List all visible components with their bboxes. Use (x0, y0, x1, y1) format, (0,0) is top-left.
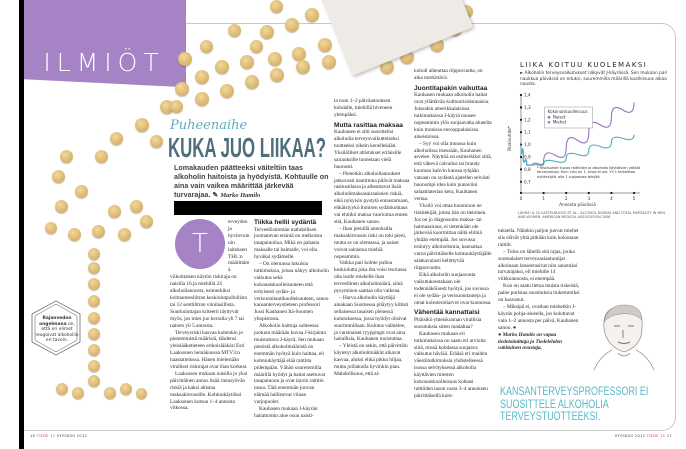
cork (195, 92, 209, 106)
y-tick-label: 0,7 (524, 179, 531, 185)
cork (72, 387, 84, 399)
x-axis-label: Annosta päivässä (559, 202, 596, 207)
page-number-left: 16 (30, 434, 36, 438)
x-tick-label: 0 (519, 196, 523, 201)
paragraph: koholi aiheuttaa riippuvuutta, on aika merkittävä. (414, 68, 483, 81)
x-tick-label: 4 (610, 196, 613, 201)
x-tick-label: 1 (542, 196, 545, 201)
paragraph: – Pienetkin alkoholiannokset jatkuvasti nautittuna pitävät maksaa rasitustilassa ja aiheuttavat lisää alkoholimaksasairauksien riskiä, eikä nykyisin pystytä ennustamaan, ehkäistyykö ihmisen sydänkohtaus vai ehtiikö maksa vaurioitua ennen sitä, Kauhanen sanoo. (334, 170, 410, 225)
chart-title: LIIKA KOITUU KUOLEMAKSI (520, 61, 648, 69)
paragraph: Kauhasen mukaan alkoholin haitat ovat yllättävän kulttuurisidonnaisia. Joissakin amerikkalaisissa tutkimuksissa J-käyrä nousee nopeammin ylös suojaavalta alueelta kuin monissa eurooppalaisissa aineistoissa. (414, 92, 492, 140)
cork (178, 52, 192, 66)
paragraph: ● Marko Hamilo on vapaa tiedetoimittaja ja Tiedelehden vakituinen avustaja. (498, 331, 563, 352)
author-portrait (590, 298, 658, 370)
cork (245, 75, 259, 89)
cork (95, 150, 108, 163)
y-tick-label: 1,1 (524, 129, 531, 135)
y-tick-mark (520, 94, 522, 96)
cork (220, 84, 234, 98)
y-tick-mark (520, 131, 522, 133)
paragraph: Kauhanen ei silti suosittelisi alkoholia terveysvaikutteiseksi tuotteeksi oikein kenellekään. Yksilölliset altistukset erilaisille sairauksille tunnetaan vielä huonosti. (334, 129, 402, 170)
cork (45, 222, 57, 234)
paragraph: Vaikka pari kolme pulloa keskiolutta joka ilta voisi teoriassa olla isolle miehelle ihan terveellinen alkoholimäärä, siinä pysyminen saattaa olla vaikeaa. (334, 260, 407, 295)
y-tick-label: 1,0 (524, 142, 531, 148)
cork (305, 8, 319, 22)
magazine-name-left: TIEDE 11 (36, 434, 56, 438)
chart-footnote (537, 166, 642, 186)
paragraph: Kauhasen mukaan eri tutkimuksissa on saatu eri arvioita siitä, missä kohdassa suojaava vaikutus häviää. Erääsä eri maiden väestötutkimuksia yhdistelleessä isossa selvityksessä alkoholia käyttävien miesten kokonaiskuolleisuus kohtasi raittiiden tason vasta 3–4 annoksen päivittäisellä kulu- (414, 330, 488, 399)
y-tick-label: 1,4 (524, 92, 531, 98)
cork (175, 82, 189, 96)
footer-left (30, 434, 87, 438)
chart-subtitle: ► Alkoholin terveysvaikutukset näkyvät J-käyrässä. Sen mukaan pari naukkua päivässä on eduksi, suuremmilla määrillä kuolleisuus alkaa nousta. (520, 71, 668, 87)
cork (88, 328, 100, 340)
cork (135, 118, 149, 132)
issue-right: SYYSKUU 2012 (614, 434, 646, 438)
cork (200, 40, 213, 53)
paragraph: Yksilö voi ottaa huomioon ne riskitekijät, joista hän on tietoinen. Jos on jo diagnosoitu maksa- tai haimasairaus, ei tietenkään ole järkevää kuormittaa näitä elimiä yhtään enempää. Jos suvussa esiintyy alkoholismia, kannattaa varoa päivittäiselle kohtuukäyttäjälle salakavalasti kehittyvää riippuvuutta. (414, 202, 492, 271)
cork (88, 375, 100, 387)
subheading: Mutta rasittaa maksaa (334, 121, 403, 129)
y-tick-mark (520, 168, 522, 170)
paragraph: Kauhasen mukaan J-käyrän haitattomin alue osuu naisil- (254, 406, 318, 419)
column-3 (334, 98, 410, 378)
cork (322, 55, 336, 69)
cork (215, 60, 229, 74)
paragraph: – Harva alkoholin käyttäjä ainakaan Suomessa pitäytyy kiltisti sellaisessa tasaisen pienessä kulutuksessa, jossa hyödyt olisivat suurimmillaan. Kulutus vaihtelee, ja varsinaiset ryyppingit ovat aina haitallisia, Kauhanen muistuttaa. (334, 294, 409, 343)
paragraph: – Syy voi olla muussa kuin alkoholissa itsessään, Kauhanen arvelee. Näyttöä on esimerkiksi siitä, että väkevä calvados tai brandy kuuman kahvin kanssa tyhjään vatsaan on sydäntä ajatellen selvästi huonompi idea kuin punaviini salaattiaterian kera, Kauhanen vertaa. (414, 140, 492, 202)
y-tick-label: 0,8 (524, 166, 531, 172)
cork (118, 228, 131, 241)
y-tick-mark (520, 181, 522, 183)
page-number-right: 17 (666, 434, 672, 438)
legend-swatch (548, 121, 551, 124)
paragraph: – Tulos on lähellä sitä rajaa, jonka suomalaiset terveysasiantuntijat aikoinaan lanseerasivat niin sanotuksi turvarajaksi, eli miehille 14 viikkoannosta, ei enempää. (498, 248, 578, 283)
sidebar-fact-text: on, että eri elimet reagoivat alkoholiin eri tavoin. (35, 321, 79, 344)
cork (108, 205, 121, 218)
j-curve-chart (497, 55, 672, 210)
cork (120, 383, 132, 395)
paragraph: Laaksosen mukaan naisilla jo yksi päivittäinen annos lisää rintasyövän riskiä ja kaksi altistaa maksakirroosille. Kohtuukäytöksi Laaksonen kutsuu 1–4 annosta viikossa. (170, 370, 248, 412)
cork (56, 383, 68, 395)
cork (92, 225, 105, 238)
cork (150, 135, 163, 148)
cork (75, 185, 88, 198)
cork (240, 55, 254, 69)
footer-right (615, 434, 672, 438)
cork (170, 100, 183, 113)
redaction-bar (174, 201, 322, 215)
cork (250, 40, 263, 53)
x-tick-label: 3 (587, 196, 591, 201)
cork (52, 170, 65, 183)
cork (104, 387, 116, 399)
paragraph: Kun on saatu tietoa muista riskeistä, paine puristaa suosituksia tiukemmiksi on kasvanut. (498, 283, 580, 304)
issue-left: SYYSKUU 2012 (56, 434, 88, 438)
x-tick-mark (633, 192, 635, 194)
column-2 (254, 219, 330, 420)
kicker: Puheenaihe (170, 118, 248, 133)
cork (110, 132, 123, 145)
paragraph: erveyden ja hyvinvoinnin laitoksen THL:n määrittämä viikoittaisen käytön riskiraja on naisilla 16 ja miehillä 24 alkoholiannosta, esimerkiksi kolmannesliitran keskiolutpullollista tai 12 senttilitran viinilasillista. Suurkuluttajan kriteerit täyttyvät myös, jos mies juo kerralla yli 7 tai nainen yli 5 annosta. (170, 219, 250, 329)
paragraph: – On olemassa lukuisia tutkimuksia, joissa näkyy alkoholin vaikutus sekä kokonaiskuolleisuuteen että erityisesti sydän- ja verisuonitautikuolleisuuteen, sanoo kansanterveystieteen professori Jussi Kauhanen Itä-Suomen yliopistosta. (254, 261, 329, 323)
legend-label: Naiset (552, 114, 566, 120)
cork (88, 360, 100, 372)
column-1 (170, 219, 250, 412)
subheading: Vähentää kannattaisi (414, 309, 480, 317)
y-axis-label: Riskisuhde* (507, 126, 512, 151)
cork (88, 248, 100, 260)
x-tick-mark (565, 192, 567, 194)
y-tick-label: 1,3 (524, 104, 531, 110)
cork (136, 388, 147, 399)
magazine-name-right: TIEDE 11 (646, 434, 666, 438)
cork (318, 38, 332, 52)
paragraph: Terveellisimmän mahdollisen juomatavan etsintä on melkoista tasapainoilua. Mikä on pahasta maksalle tai haimalle, voi olla hyväksi sydämelle. (254, 226, 322, 261)
cork (228, 24, 241, 37)
paragraph: Eikä alkoholin suojaavasta vaikutuksestakaan ole todennäköisesti hyötyä, jos suvussa ei ole sydän- ja verisuonitauteja ja omat kolesteroliarvot ovat kunnossa. (414, 271, 492, 306)
column-4 (414, 68, 492, 400)
cork (140, 215, 153, 228)
cork (88, 312, 100, 324)
cork (195, 70, 209, 84)
sidebar-fact (35, 316, 79, 344)
x-tick-mark (520, 192, 522, 194)
cork (130, 200, 143, 213)
legend-label: Miehet (552, 119, 567, 125)
y-tick-label: 0,9 (524, 154, 531, 160)
paragraph: – Miksipä ei, ovathan miehetkin J-käyrän pohja-alueella, jos kuluttavat vain 1–2 annosta per päivä, Kauhanen sanoo. ● (498, 303, 579, 331)
article-lead: Lomakauden päätteeksi väiteltiin taas alkoholin haitoista ja hyödyistä. Kohtuulle on aina vain vaikea määrittää järkevää turvarajaa. ✎ Marko Hamilo (174, 163, 329, 199)
cork (270, 0, 283, 13)
y-tick-label: 1,2 (524, 117, 531, 123)
cork (260, 25, 274, 39)
dropcap-spacer (170, 219, 228, 269)
pull-quote: KANSANTERVEYSPROFESSORI EI SUOSITTELE ALKOHOLIA TERVEYSTUOTTEEKSI. (500, 386, 649, 423)
legend-title: Kokonaiskuolleisuus (547, 109, 588, 114)
y-tick-mark (520, 156, 522, 158)
cork (88, 295, 100, 307)
column-5 (498, 228, 582, 352)
x-tick-mark (588, 192, 590, 194)
cork (292, 47, 306, 61)
cork (55, 200, 68, 213)
cork (68, 228, 81, 241)
paragraph: Terveysriski kasvaa kuitenkin jo pienemmistä määristä, tähdensi yleislääketieteen erikoislääkäri Esti Laaksonen heinäkuussa MTV3:n haastattelussa. Hänen mielestään viralliset riskirajat ovat liian korkeat. (170, 329, 248, 371)
paragraph: – Yleistä on sekin, että päivittäin käytetyt alkoholimäärät alkavat kasvaa, aluksi ehkä pikku hiljaa, mutta joillakulla hyvinkin pian. Mahdollisuus, että al- (334, 343, 408, 377)
sidebar-fact-bold: Rajanvedon ongelmana (39, 316, 72, 327)
legend-swatch (548, 116, 551, 119)
x-tick-label: 5 (632, 196, 636, 201)
paragraph: la noin 1–2 päiväannoksen kohdalle, miehillä hiveneen ylempäksi. (334, 98, 393, 118)
cork (88, 344, 100, 356)
series-line-miehet (521, 135, 634, 166)
cork (296, 60, 310, 74)
paragraph: – Ihan pienillä annoksilla maksakirroosin riski on toki pieni, mutta se on olemassa, ja naiset voivat sairastua miehiä nopeammin. (334, 225, 407, 260)
drop-cap: T (175, 219, 225, 269)
article-title: KUKA JUO LIIKAA? (168, 132, 327, 163)
chart-footnote-text: * Riskisuhde kuvaa raittiiden ja alkoholia käyttävien välistä terveyseroja. Kuin luku on 1, eroja ei ole. Yli 1 tarkoittaa riskitekijää, alle 1 suojaavaa tekijää. (536, 166, 641, 179)
cork (60, 150, 73, 163)
x-tick-label: 2 (564, 196, 568, 201)
lead-text: Lomakauden päätteeksi väiteltiin taas alkoholin haitoista ja hyödyistä. Kohtuulle on aina vain vaikea määrittää järkevää turvarajaa. (174, 163, 329, 199)
x-tick-mark (543, 192, 545, 194)
chart-source: LÄHDE: A. DI CASTELNUOVO ET AL.: ALCOHOL DOSING AND TOTAL MORTALITY IN MEN AND WOMEN. AMERICAN MEDICAL ASSOCIATION 2006 (518, 211, 665, 220)
cork (88, 262, 100, 274)
section-title: ILMIÖT (43, 48, 165, 77)
paragraph: Alkoholin haittoja suhteessa juotuun määrään kuvaa J-kirjainta muistuttava J-käyrä. Sen mukaan pienistä alkoholimääristä on enemmän hyötyä kuin haittaa, eli kohtuukäyttäjä elää raittiita pidempään. Vähän suuremmilla määrillä hyödyt ja haitat asettuvat tasapainoon ja ovat täysin raittiin tasoa. Tätä enemmän juovan elämää hallitsevat viinan varjopuolet. (254, 323, 326, 406)
x-tick-mark (610, 192, 612, 194)
cork (270, 68, 284, 82)
subheading: Tiikka hellii sydäntä (254, 219, 317, 226)
byline: Marko Hamilo (220, 192, 261, 199)
y-tick-mark (520, 106, 522, 108)
subheading: Juontitapakin vaikuttaa (414, 84, 488, 92)
cork (285, 18, 299, 32)
paragraph: Pitäisikö yhteiskunnan virallisia suosituksia sitten madaltaa? (414, 316, 482, 330)
paragraph: tuksella. Näinkin paljon juovat miehet siis elävät yhtä pitkään kuin kokonaan raittiit. (498, 228, 579, 248)
y-tick-mark (520, 119, 522, 121)
cork (268, 52, 282, 66)
cork (88, 278, 100, 290)
